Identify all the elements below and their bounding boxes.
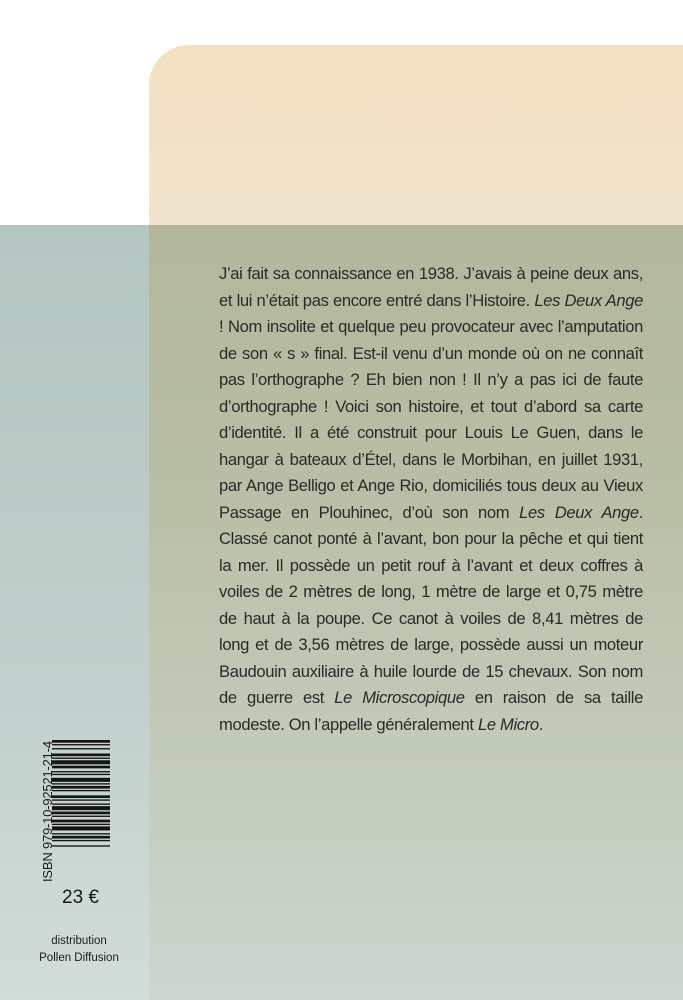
barcode-bar <box>52 824 110 825</box>
barcode-block <box>30 740 112 882</box>
barcode-bar <box>52 795 110 798</box>
barcode-bar <box>52 760 110 764</box>
barcode-bar <box>52 812 110 815</box>
blurb-italic-title: Les Deux Ange <box>519 502 639 522</box>
isbn-number: ISBN 979-10-92521-21-4 <box>40 741 55 882</box>
barcode-bar <box>52 748 110 749</box>
distribution-label: distribution <box>51 935 107 947</box>
blurb-text: . <box>538 714 544 734</box>
barcode-bar <box>52 754 110 757</box>
blurb-text: J’ai fait sa connaissance en 1938. J’avais à peine deux ans, et lui n’était pas encore entré dans l’Histoire. <box>219 264 643 310</box>
distributor-name: Pollen Diffusion <box>39 952 119 964</box>
back-cover-blurb <box>219 261 643 738</box>
barcode-bar <box>52 758 110 759</box>
barcode-bar <box>52 774 110 775</box>
blurb-italic-title: Le Microscopique <box>334 688 465 707</box>
barcode-bar <box>52 806 110 810</box>
barcode-bar <box>52 771 110 772</box>
barcode-bar <box>52 766 110 769</box>
barcode-bar <box>52 786 110 789</box>
barcode-bar <box>52 778 110 782</box>
barcode-bar <box>52 833 110 834</box>
barcode-bar <box>52 826 110 830</box>
barcode-bar <box>52 783 110 784</box>
distribution-info <box>36 933 122 967</box>
blurb-text: en raison de sa taille modeste. On l’appelle généralement <box>219 688 644 734</box>
blurb-italic-title: Les Deux Ange <box>534 290 643 310</box>
beige-panel <box>149 45 683 225</box>
barcode-bar <box>52 820 110 823</box>
barcode-bar <box>52 740 110 743</box>
barcode-bar <box>52 845 110 846</box>
barcode-bar <box>52 816 110 817</box>
blurb-text: ! Nom insolite et quelque peu provocateur avec l’amputation de son « s » final. Est-il venu d’un monde où on ne connaît pas l’orthographe ? Eh bien non ! Il n’y a pas ici de faute d’orthographe ! Voici son histoire, et tout d’abord sa carte d’identité. Il a été construit pour Louis Le Guen, dans le hangar à bateaux d’Étel, dans le Morbihan, en juillet 1931, par Ange Belligo et Ange Rio, domiciliés tous deux au Vieux Passage en Plouhinec, d’où son nom <box>219 317 643 522</box>
barcode-bar <box>52 803 110 804</box>
barcode-bar <box>52 836 110 839</box>
barcode-bar <box>52 799 110 800</box>
price: 23 € <box>62 887 99 908</box>
blurb-italic-title: Le Micro <box>477 714 539 734</box>
barcode-bar <box>52 744 110 745</box>
barcode-bar <box>52 790 110 791</box>
blurb-text: . Classé canot ponté à l’avant, bon pour la pêche et qui tient la mer. Il possède un petit rouf à l’avant et deux coffres à voiles de 2 mètres de long, 1 mètre de large et 0,75 mètre de haut à la poupe. Ce canot à voiles de 8,41 mètres de long et de 3,56 mètres de large, possède aussi un moteur Baudouin auxiliaire à huile lourde de 15 chevaux. Son nom de guerre est <box>219 502 643 707</box>
barcode-bar <box>52 840 110 841</box>
